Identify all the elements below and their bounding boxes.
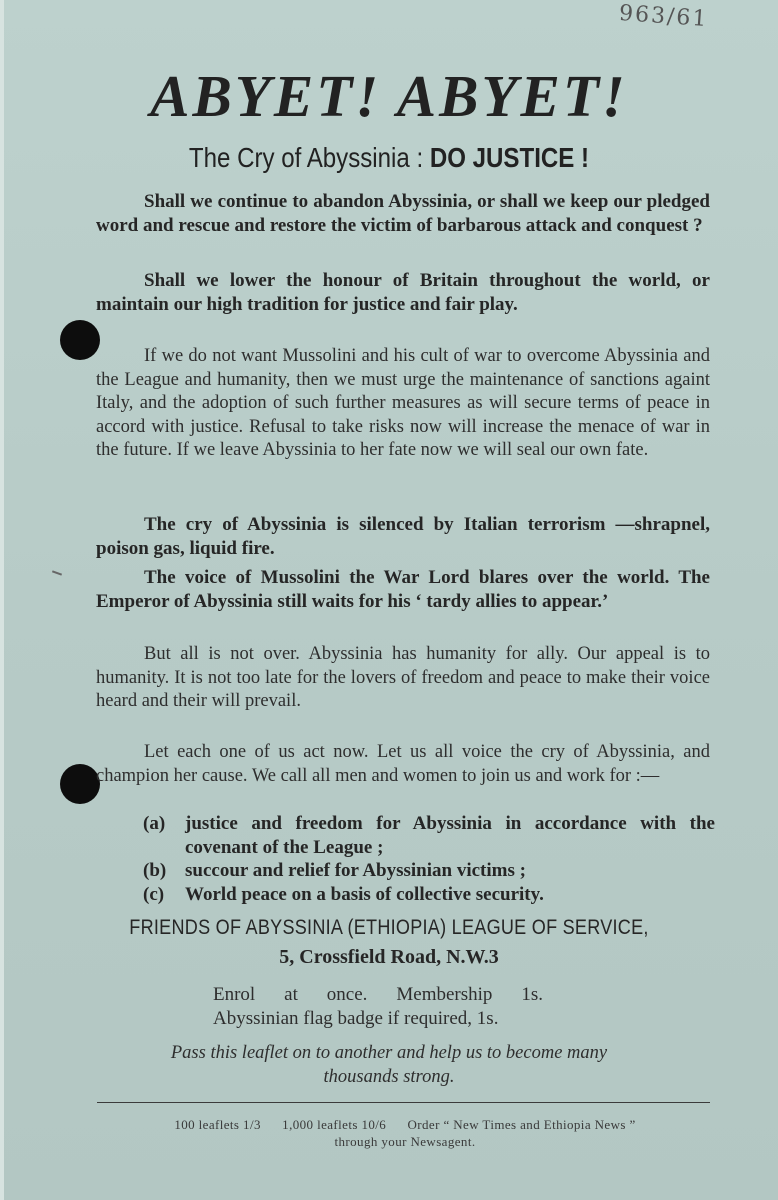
list-marker: (c) — [143, 883, 165, 905]
organisation-address: 5, Crossfield Road, N.W.3 — [279, 946, 499, 968]
paragraph-sanctions: If we do not want Mussolini and his cult of war to overcome Abyssinia and the League and humanity, then we must urge the maintenance of sanctions againt Italy, and the adoption of such further measures as will secure terms of peace in accord with justice. Refusal to take risks now will increase the menace of war in the future. If we leave Abyssinia to her fate now we will seal our own fate. — [96, 346, 710, 460]
list-item — [143, 859, 715, 883]
list-text: World peace on a basis of collective security. — [185, 883, 544, 905]
subtitle-emphasis: DO JUSTICE ! — [429, 142, 590, 173]
stray-ink-mark — [52, 570, 62, 575]
badge-line: Abyssinian flag badge if required, 1s. — [213, 1008, 499, 1029]
list-marker: (a) — [143, 813, 166, 834]
aims-list — [143, 812, 715, 906]
list-text: justice and freedom for Abyssinia in accordance with the covenant of the League ; — [185, 813, 715, 858]
paragraph-terrorism: The cry of Abyssinia is silenced by Italian terrorism —shrapnel, poison gas, liquid fire. — [96, 514, 710, 559]
list-item — [143, 812, 715, 859]
paragraph-honour-question: Shall we lower the honour of Britain throughout the world, or maintain our high tradition for justice and fair play. — [96, 270, 710, 315]
list-text: succour and relief for Abyssinian victims ; — [185, 860, 526, 881]
order-newsagent-line: through your Newsagent. — [334, 1134, 476, 1149]
list-item — [143, 883, 715, 907]
paragraph-call-to-action: Let each one of us act now. Let us all voice the cry of Abyssinia, and champion her cause. We call all men and women to join us and work for :— — [96, 742, 710, 786]
order-newspaper-line: Order “ New Times and Ethiopia News ” — [407, 1117, 636, 1132]
footer-note — [100, 1116, 710, 1150]
paper-edge — [0, 0, 4, 1200]
footer-divider — [97, 1102, 710, 1103]
organisation-name: FRIENDS OF ABYSSINIA (ETHIOPIA) LEAGUE OF SERVICE, — [129, 916, 649, 939]
price-1000-leaflets: 1,000 leaflets 10/6 — [282, 1117, 387, 1132]
subtitle-lead: The Cry of Abyssinia : — [188, 142, 424, 173]
paragraph-war-lord: The voice of Mussolini the War Lord blares over the world. The Emperor of Abyssinia still waits for his ‘ tardy allies to appear.’ — [96, 567, 710, 612]
paragraph-abandon-question: Shall we continue to abandon Abyssinia, or shall we keep our pledged word and rescue and restore the victim of barbarous attack and conquest ? — [96, 191, 710, 236]
pass-on-line-2: thousands strong. — [323, 1067, 455, 1087]
price-100-leaflets: 100 leaflets 1/3 — [174, 1117, 261, 1132]
membership-line: Enrol at once. Membership 1s. — [213, 984, 543, 1005]
pass-on-note — [0, 1041, 778, 1089]
punch-hole-bottom — [60, 764, 100, 804]
list-marker: (b) — [143, 860, 167, 881]
handwritten-reference-mark: 963/61 — [617, 0, 709, 33]
paragraph-humanity-appeal: But all is not over. Abyssinia has humanity for ally. Our appeal is to humanity. It is not too late for the lovers of freedom and peace to make their voice heard and their will prevail. — [96, 644, 710, 711]
punch-hole-top — [60, 320, 100, 360]
leaflet-title: ABYET! ABYET! — [150, 63, 628, 129]
pass-on-line-1: Pass this leaflet on to another and help us to become many — [170, 1043, 608, 1063]
leaflet-subtitle — [54, 142, 723, 174]
